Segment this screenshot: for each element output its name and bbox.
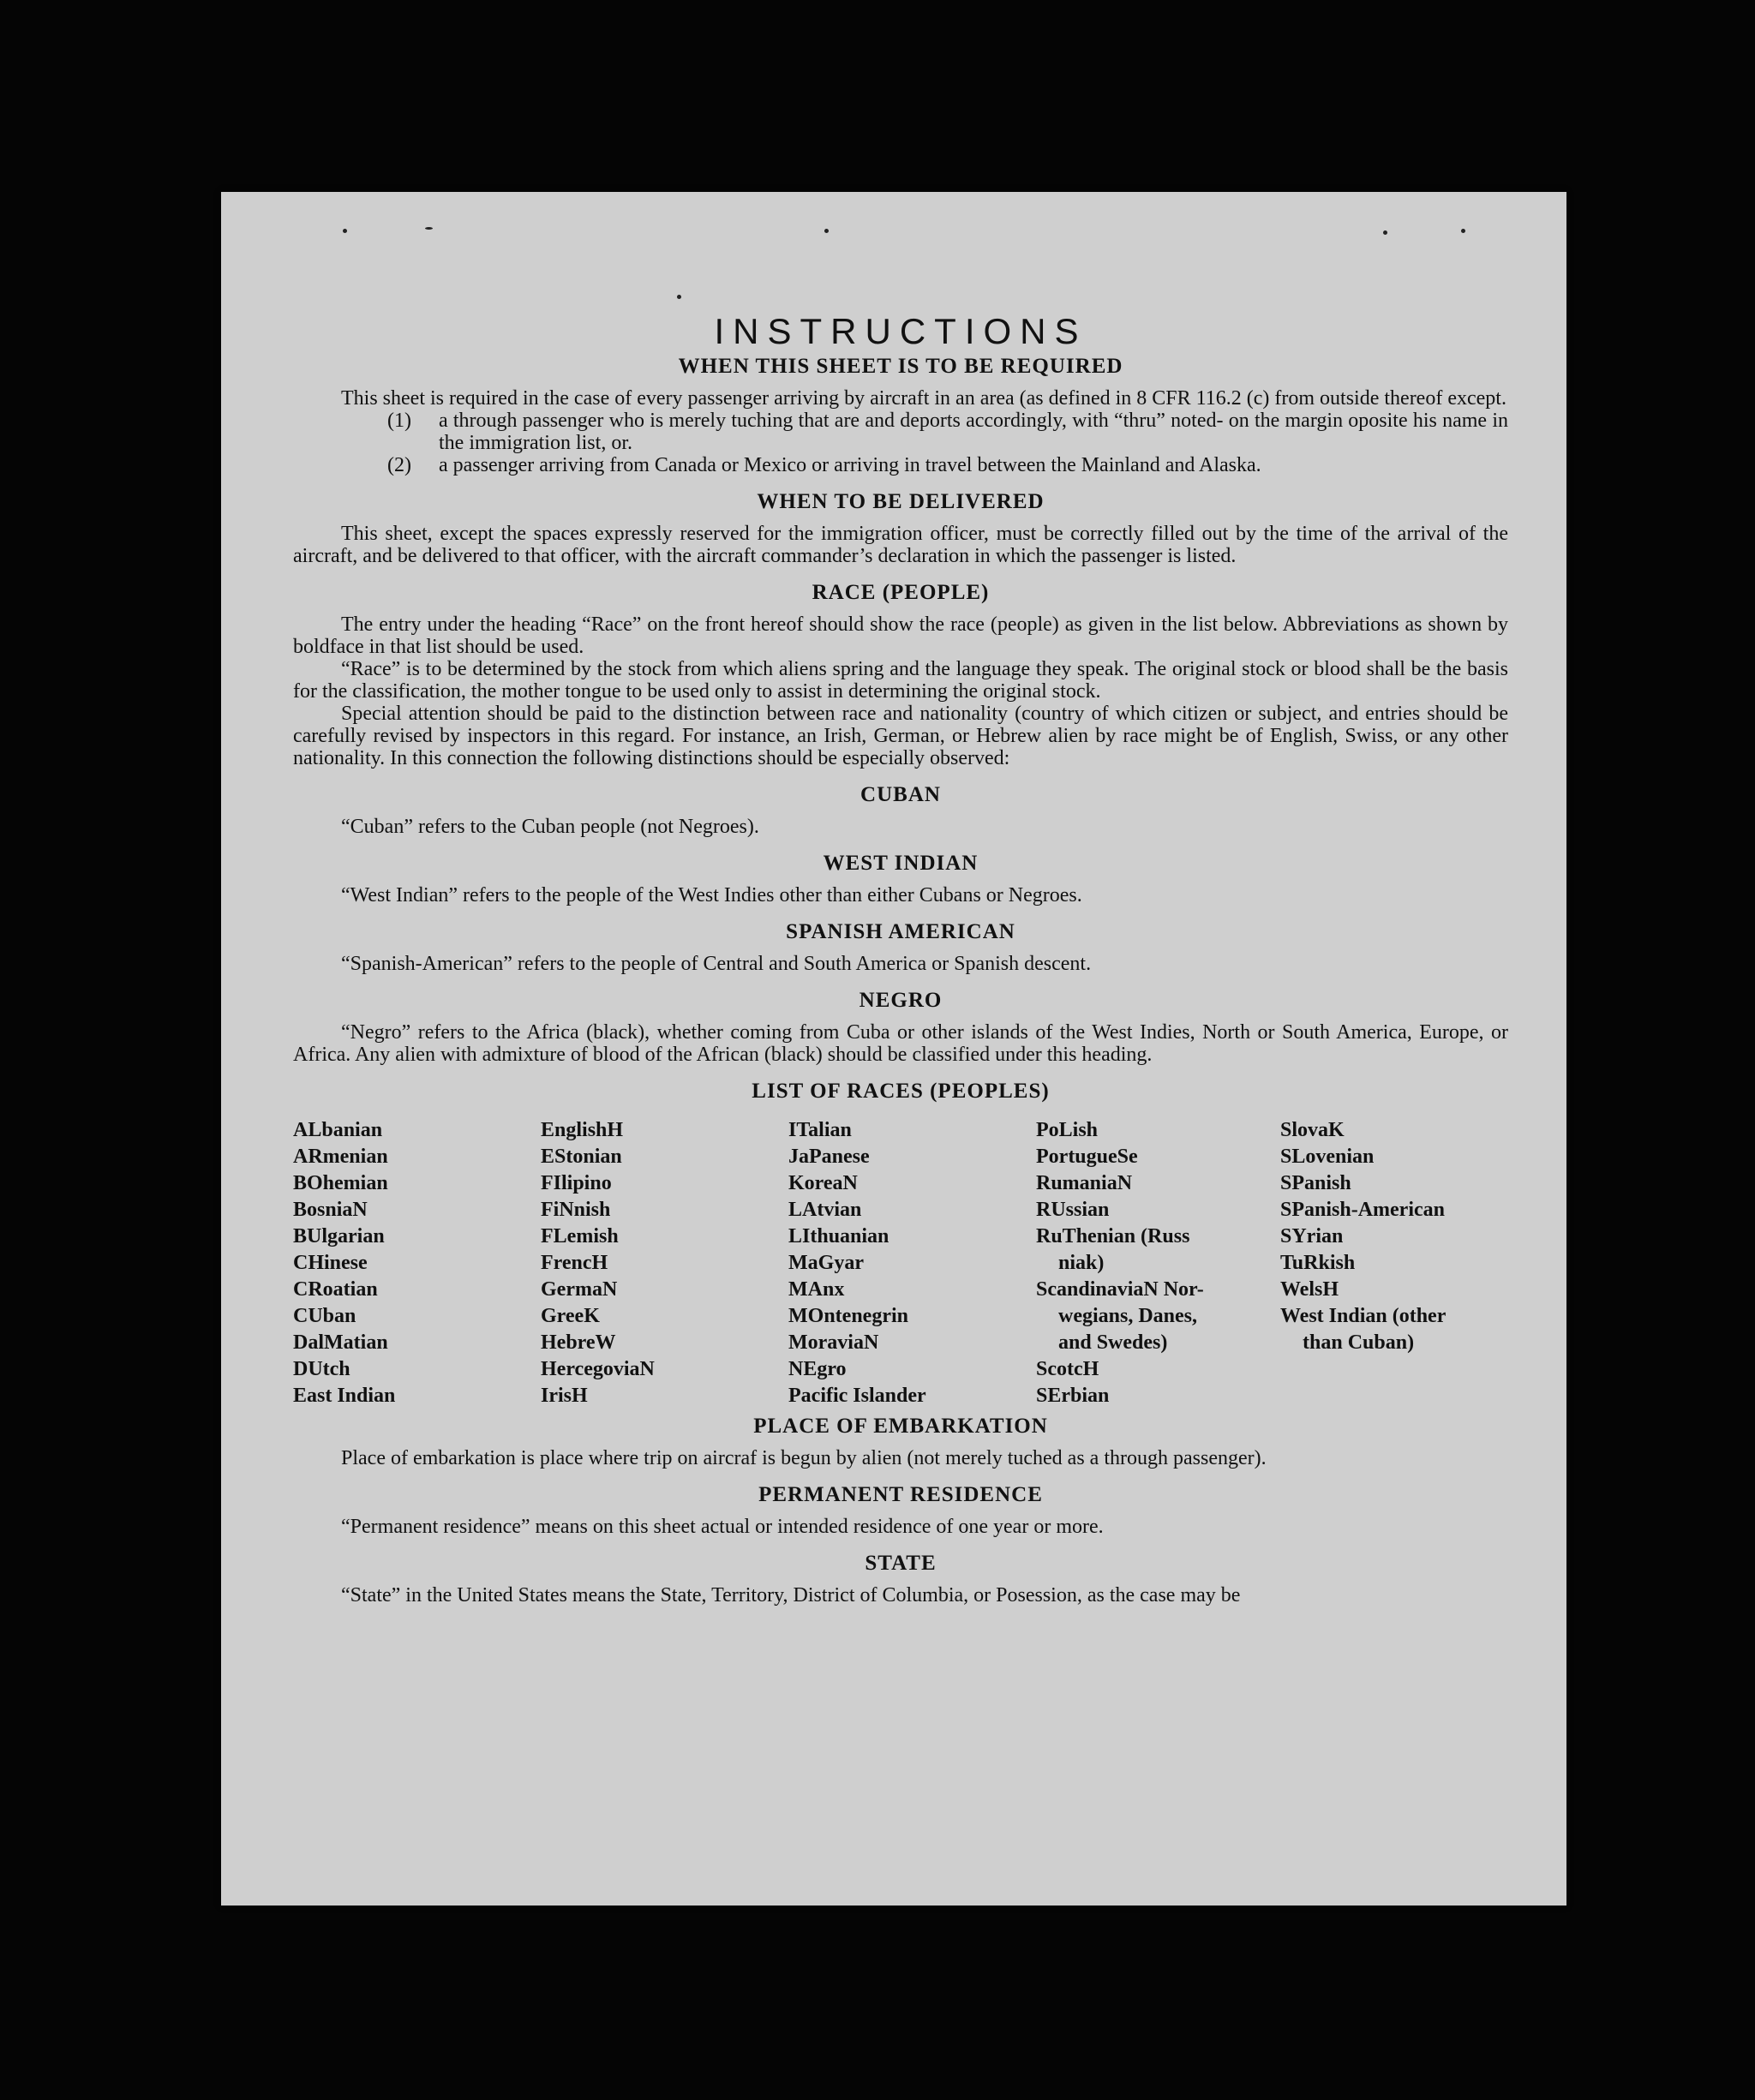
heading-when-delivered: WHEN TO BE DELIVERED xyxy=(757,490,1045,513)
race-entry: RumaniaN xyxy=(1036,1172,1133,1194)
race-entry: wegians, Danes, xyxy=(1058,1305,1198,1327)
section-when-required xyxy=(293,353,1508,476)
race-entry: BOhemian xyxy=(293,1172,388,1194)
heading-permanent-residence: PERMANENT RESIDENCE xyxy=(758,1483,1043,1506)
race-entry: LAtvian xyxy=(788,1199,862,1221)
race-entry: than Cuban) xyxy=(1303,1331,1415,1354)
race-entry: EStonian xyxy=(541,1146,622,1168)
race-entry: FLemish xyxy=(541,1225,619,1247)
race-entry: SErbian xyxy=(1036,1385,1110,1407)
races-column xyxy=(1036,1117,1280,1409)
race-entry: SLovenian xyxy=(1280,1146,1375,1168)
race-entry: IrisH xyxy=(541,1385,588,1407)
race-entry: FiNnish xyxy=(541,1199,611,1221)
race-entry: ITalian xyxy=(788,1119,852,1141)
race-entry: MOntenegrin xyxy=(788,1305,908,1327)
races-column xyxy=(293,1117,541,1409)
race-paragraph: “Race” is to be determined by the stock from which aliens spring and the language they speak. The original stock or blood shall be the basis for the classification, the mother tongue to be used only to assist in determining the original stock. xyxy=(293,658,1508,703)
list-item xyxy=(293,454,1508,476)
race-entry: BosniaN xyxy=(293,1199,368,1221)
cuban-text: “Cuban” refers to the Cuban people (not Negroes). xyxy=(341,816,759,838)
race-entry: FIlipino xyxy=(541,1172,612,1194)
race-entry: DUtch xyxy=(293,1358,350,1380)
race-entry: FrencH xyxy=(541,1252,608,1274)
section-place-of-embarkation xyxy=(293,1413,1508,1469)
permanent-residence-text: “Permanent residence” means on this sheet actual or intended residence of one year or more. xyxy=(341,1516,1104,1538)
race-entry: MAnx xyxy=(788,1278,845,1301)
races-column xyxy=(1280,1117,1508,1409)
race-entry: ALbanian xyxy=(293,1119,383,1141)
races-column xyxy=(541,1117,788,1409)
race-entry: ARmenian xyxy=(293,1146,388,1168)
list-item-text: a passenger arriving from Canada or Mexico or arriving in travel between the Mainland and Alaska. xyxy=(439,454,1261,476)
list-item xyxy=(293,410,1508,454)
race-entry: ScotcH xyxy=(1036,1358,1099,1380)
negro-text: “Negro” refers to the Africa (black), whether coming from Cuba or other islands of the West Indies, North or South America, Europe, or Africa. Any alien with admixture of blood of the African (black) should be classified under this heading. xyxy=(293,1021,1508,1066)
page-title: INSTRUCTIONS xyxy=(714,311,1087,351)
heading-race: RACE (PEOPLE) xyxy=(812,581,990,604)
section-race xyxy=(293,579,1508,769)
race-entry: Pacific Islander xyxy=(788,1385,926,1407)
race-entry: CRoatian xyxy=(293,1278,378,1301)
heading-state: STATE xyxy=(865,1552,937,1575)
races-grid xyxy=(293,1117,1508,1409)
state-text: “State” in the United States means the State, Territory, District of Columbia, or Posession, as the case may be xyxy=(341,1584,1241,1606)
document-page xyxy=(221,192,1566,1906)
race-entry: RUssian xyxy=(1036,1199,1110,1221)
punch-dot xyxy=(425,227,433,230)
race-entry: LIthuanian xyxy=(788,1225,889,1247)
list-item-number: (1) xyxy=(387,410,411,432)
race-entry: SPanish xyxy=(1280,1172,1351,1194)
race-paragraph: Special attention should be paid to the distinction between race and nationality (country of which citizen or subject, and entries should be carefully revised by inspectors in this regard. For instance, an Irish, German, or Hebrew alien by race might be of English, Swiss, or any other nationality. In this connection the following distinctions should be especially observed: xyxy=(293,703,1508,769)
race-entry: PortugueSe xyxy=(1036,1146,1138,1168)
section-negro xyxy=(293,987,1508,1066)
punch-dot xyxy=(343,229,347,233)
punch-dot xyxy=(824,229,829,233)
instructions-content xyxy=(293,312,1508,1606)
race-entry: DalMatian xyxy=(293,1331,388,1354)
section-when-delivered xyxy=(293,488,1508,567)
race-entry: GreeK xyxy=(541,1305,600,1327)
heading-list-of-races: LIST OF RACES (PEOPLES) xyxy=(752,1080,1050,1103)
race-entry: West Indian (other xyxy=(1280,1305,1447,1327)
list-item-text: a through passenger who is merely tuching that are and deports accordingly, with “thru” noted- on the margin oposite his name in the immigration list, or. xyxy=(439,410,1508,454)
section-cuban xyxy=(293,781,1508,838)
race-entry: HercegoviaN xyxy=(541,1358,655,1380)
race-paragraph: The entry under the heading “Race” on the front hereof should show the race (people) as given in the list below. Abbreviations as shown by boldface in that list should be used. xyxy=(293,613,1508,658)
race-entry: SPanish-American xyxy=(1280,1199,1445,1221)
races-column xyxy=(788,1117,1036,1409)
list-item-number: (2) xyxy=(387,454,411,476)
race-entry: MoraviaN xyxy=(788,1331,879,1354)
race-entry: NEgro xyxy=(788,1358,847,1380)
race-entry: RuThenian (Russ xyxy=(1036,1225,1190,1247)
section-list-of-races xyxy=(293,1078,1508,1409)
race-entry: CHinese xyxy=(293,1252,368,1274)
west-indian-text: “West Indian” refers to the people of the West Indies other than either Cubans or Negroes. xyxy=(341,884,1082,906)
when-required-intro: This sheet is required in the case of every passenger arriving by aircraft in an area (as defined in 8 CFR 116.2 (c) from outside thereof except. xyxy=(341,387,1506,410)
section-state xyxy=(293,1550,1508,1606)
heading-when-required: WHEN THIS SHEET IS TO BE REQUIRED xyxy=(678,355,1123,378)
race-entry: SlovaK xyxy=(1280,1119,1345,1141)
heading-place-of-embarkation: PLACE OF EMBARKATION xyxy=(753,1415,1048,1438)
section-west-indian xyxy=(293,850,1508,906)
spanish-american-text: “Spanish-American” refers to the people of Central and South America or Spanish descent. xyxy=(341,953,1092,975)
race-entry: JaPanese xyxy=(788,1146,870,1168)
race-entry: MaGyar xyxy=(788,1252,864,1274)
race-entry: niak) xyxy=(1058,1252,1105,1274)
race-entry: and Swedes) xyxy=(1058,1331,1168,1354)
race-entry: TuRkish xyxy=(1280,1252,1356,1274)
race-entry: GermaN xyxy=(541,1278,618,1301)
race-entry: BUlgarian xyxy=(293,1225,385,1247)
punch-dot xyxy=(677,295,681,299)
when-delivered-text: This sheet, except the spaces expressly reserved for the immigration officer, must be correctly filled out by the time of the arrival of the aircraft, and be delivered to that officer, with the aircraft commander’s declaration in which the passenger is listed. xyxy=(293,523,1508,567)
race-entry: CUban xyxy=(293,1305,356,1327)
race-entry: EnglishH xyxy=(541,1119,624,1141)
section-spanish-american xyxy=(293,918,1508,975)
race-entry: PoLish xyxy=(1036,1119,1099,1141)
race-entry: WelsH xyxy=(1280,1278,1339,1301)
punch-dot xyxy=(1461,229,1465,233)
place-of-embarkation-text: Place of embarkation is place where trip on aircraf is begun by alien (not merely tuched as a through passenger). xyxy=(341,1447,1267,1469)
heading-spanish-american: SPANISH AMERICAN xyxy=(786,920,1015,943)
race-entry: SYrian xyxy=(1280,1225,1344,1247)
race-entry: ScandinaviaN Nor- xyxy=(1036,1278,1204,1301)
race-entry: East Indian xyxy=(293,1385,396,1407)
punch-dot xyxy=(1383,230,1387,235)
race-entry: KoreaN xyxy=(788,1172,858,1194)
section-permanent-residence xyxy=(293,1481,1508,1538)
heading-negro: NEGRO xyxy=(859,989,943,1012)
heading-west-indian: WEST INDIAN xyxy=(823,852,979,875)
heading-cuban: CUBAN xyxy=(860,783,941,806)
race-entry: HebreW xyxy=(541,1331,616,1354)
